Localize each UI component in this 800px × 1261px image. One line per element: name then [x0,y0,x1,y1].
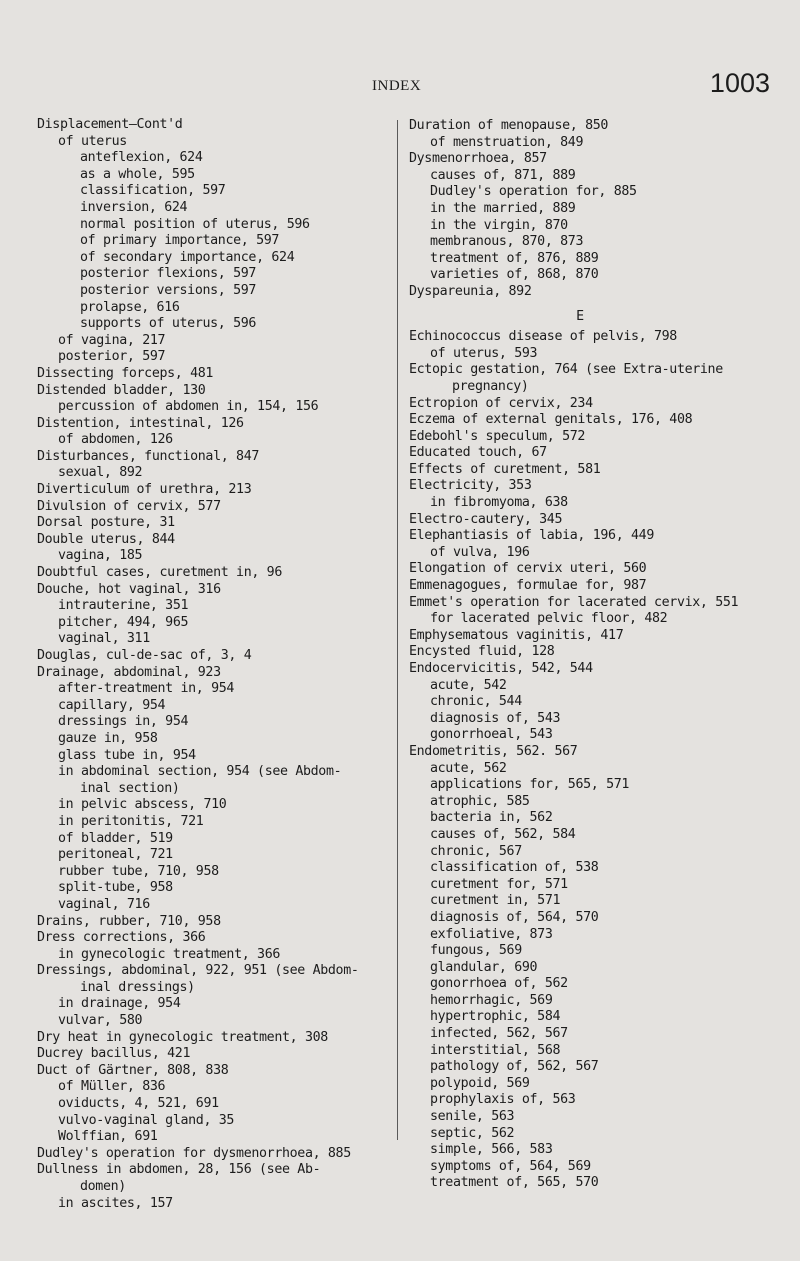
index-subentry: in peritonitis, 721 [58,813,204,829]
index-subentry: glass tube in, 954 [58,747,196,763]
index-entry: Duct of Gärtner, 808, 838 [37,1062,229,1078]
index-subentry: chronic, 544 [430,694,522,710]
index-subentry: percussion of abdomen in, 154, 156 [58,399,319,415]
index-entry: Endocervicitis, 542, 544 [409,661,593,676]
index-subentry: chronic, 567 [430,843,522,859]
index-subentry: interstitial, 568 [430,1042,561,1058]
index-entry: Effects of curetment, 581 [409,461,601,477]
index-entry: Electricity, 353 [409,478,532,494]
index-subentry: of vagina, 217 [58,332,166,348]
index-subentry: of uterus, 593 [430,345,538,361]
index-entry: Douche, hot vaginal, 316 [37,581,221,597]
index-subentry: causes of, 871, 889 [430,167,576,183]
index-entry: Doubtful cases, curetment in, 96 [37,565,282,581]
index-subentry: polypoid, 569 [430,1075,530,1091]
index-entry: Distended bladder, 130 [37,382,206,398]
index-subentry: inal dressings) [80,979,195,995]
index-column-left [37,117,417,1212]
index-subentry: treatment of, 876, 889 [430,250,599,266]
index-subentry: in abdominal section, 954 (see Abdom- [58,764,342,780]
index-subentry: classification of, 538 [430,860,599,876]
index-subentry: split-tube, 958 [58,880,173,896]
index-subentry: of vulva, 196 [430,544,530,560]
index-subentry: glandular, 690 [430,959,538,975]
index-entry: Ectropion of cervix, 234 [409,395,593,411]
index-subentry: normal position of uterus, 596 [80,216,310,232]
index-subentry: sexual, 892 [58,465,143,481]
index-subentry: simple, 566, 583 [430,1142,553,1158]
index-entry: Endometritis, 562. 567 [409,743,578,759]
index-entry: Dorsal posture, 31 [37,515,175,531]
index-subentry: in the virgin, 870 [430,217,568,233]
index-subentry: prolapse, 616 [80,299,180,315]
index-entry: Ducrey bacillus, 421 [37,1046,191,1062]
index-subentry: exfoliative, 873 [430,926,553,942]
index-subentry: infected, 562, 567 [430,1026,568,1042]
index-subentry: peritoneal, 721 [58,847,173,863]
index-subentry: inal section) [80,780,180,796]
index-entry: Drains, rubber, 710, 958 [37,913,221,929]
index-subentry: pathology of, 562, 567 [430,1059,599,1075]
index-subentry: gauze in, 958 [58,730,158,746]
index-subentry: vagina, 185 [58,548,143,564]
index-subentry: of uterus [58,133,127,149]
index-entry: Disturbances, functional, 847 [37,448,260,464]
index-entry: Double uterus, 844 [37,531,175,547]
index-subentry: septic, 562 [430,1125,515,1141]
page-header [0,66,800,106]
index-subentry: rubber tube, 710, 958 [58,863,219,879]
index-subentry: bacteria in, 562 [430,810,553,826]
index-entry: Duration of menopause, 850 [409,118,609,133]
index-subentry: hemorrhagic, 569 [430,992,553,1008]
index-subentry: in the married, 889 [430,200,576,216]
index-subentry: acute, 562 [430,760,507,776]
index-entry: Dysmenorrhoea, 857 [409,151,547,167]
index-subentry: membranous, 870, 873 [430,234,584,250]
index-subentry: vaginal, 716 [58,896,150,912]
index-entry: Emphysematous vaginitis, 417 [409,627,624,643]
section-letter: E [576,308,584,324]
index-subentry: causes of, 562, 584 [430,826,576,842]
index-subentry: for lacerated pelvic floor, 482 [430,611,668,627]
index-subentry: applications for, 565, 571 [430,777,630,793]
index-subentry: as a whole, 595 [80,166,195,182]
index-entry: Dissecting forceps, 481 [37,365,214,381]
index-subentry: pitcher, 494, 965 [58,614,189,630]
index-subentry: intrauterine, 351 [58,598,189,614]
index-entry: Encysted fluid, 128 [409,644,555,660]
index-subentry: inversion, 624 [80,199,188,215]
index-subentry: curetment for, 571 [430,876,568,892]
index-subentry: in drainage, 954 [58,996,181,1012]
index-entry: Dudley's operation for dysmenorrhoea, 885 [37,1145,351,1161]
index-subentry: anteflexion, 624 [80,150,203,166]
index-subentry: of Müller, 836 [58,1079,166,1095]
index-subentry: acute, 542 [430,677,507,693]
index-subentry: oviducts, 4, 521, 691 [58,1096,219,1112]
index-entry: Echinococcus disease of pelvis, 798 [409,329,677,345]
index-entry: Drainage, abdominal, 923 [37,664,221,680]
index-subentry: in ascites, 157 [58,1195,173,1211]
column-divider [397,120,398,1140]
index-entry: Diverticulum of urethra, 213 [37,482,252,498]
index-subentry: fungous, 569 [430,943,522,959]
index-entry: Electro-cautery, 345 [409,511,563,527]
index-entry: Elephantiasis of labia, 196, 449 [409,528,654,544]
index-subentry: diagnosis of, 564, 570 [430,909,599,925]
index-subentry: of abdomen, 126 [58,432,173,448]
index-subentry: hypertrophic, 584 [430,1009,561,1025]
index-entry: Educated touch, 67 [409,445,547,461]
index-subentry: capillary, 954 [58,697,166,713]
index-subentry: after-treatment in, 954 [58,681,235,697]
index-entry: Eczema of external genitals, 176, 408 [409,412,693,428]
index-subentry: dressings in, 954 [58,714,189,730]
index-entry: Edebohl's speculum, 572 [409,428,586,444]
index-subentry: pregnancy) [452,378,529,394]
index-entry: Emmenagogues, formulae for, 987 [409,578,647,594]
index-subentry: symptoms of, 564, 569 [430,1158,591,1174]
page-number: 1003 [709,68,770,98]
index-entry: Douglas, cul-de-sac of, 3, 4 [37,648,252,663]
index-subentry: treatment of, 565, 570 [430,1175,599,1191]
index-entry: Elongation of cervix uteri, 560 [409,561,647,577]
index-subentry: in pelvic abscess, 710 [58,797,227,813]
index-subentry: gonorrhoea of, 562 [430,976,568,992]
index-entry: Divulsion of cervix, 577 [37,498,221,514]
index-subentry: in fibromyoma, 638 [430,495,568,511]
index-subentry: of primary importance, 597 [80,233,280,249]
index-entry: Displacement—Cont'd [37,117,183,132]
index-subentry: domen) [80,1179,126,1194]
index-subentry: curetment in, 571 [430,893,561,909]
running-title: INDEX [372,78,422,94]
index-entry: Dry heat in gynecologic treatment, 308 [37,1029,328,1045]
index-entry: Distention, intestinal, 126 [37,415,244,431]
index-subentry: Dudley's operation for, 885 [430,184,637,200]
index-subentry: atrophic, 585 [430,793,530,809]
index-subentry: gonorrhoeal, 543 [430,727,553,743]
index-subentry: of secondary importance, 624 [80,249,295,265]
index-entry: Dullness in abdomen, 28, 156 (see Ab- [37,1162,321,1178]
index-subentry: diagnosis of, 543 [430,710,561,726]
index-entry: Emmet's operation for lacerated cervix, 551 [409,594,739,610]
index-subentry: vulvo-vaginal gland, 35 [58,1112,235,1128]
index-entry: Dyspareunia, 892 [409,283,532,299]
index-entry: Dress corrections, 366 [37,930,206,946]
index-subentry: of bladder, 519 [58,830,173,846]
index-entry: Dressings, abdominal, 922, 951 (see Abdom- [37,963,359,979]
index-subentry: senile, 563 [430,1109,515,1125]
index-subentry: posterior versions, 597 [80,282,257,298]
index-subentry: vaginal, 311 [58,631,150,647]
index-subentry: vulvar, 580 [58,1013,143,1029]
index-subentry: posterior flexions, 597 [80,266,257,282]
index-subentry: of menstruation, 849 [430,134,584,150]
index-entry: Ectopic gestation, 764 (see Extra-uterine [409,362,723,378]
index-subentry: classification, 597 [80,183,226,199]
index-subentry: prophylaxis of, 563 [430,1092,576,1108]
index-subentry: varieties of, 868, 870 [430,267,599,283]
index-subentry: supports of uterus, 596 [80,316,257,332]
index-subentry: in gynecologic treatment, 366 [58,946,281,962]
index-column-right [409,118,781,1192]
index-subentry: posterior, 597 [58,349,166,365]
index-subentry: Wolffian, 691 [58,1129,158,1145]
